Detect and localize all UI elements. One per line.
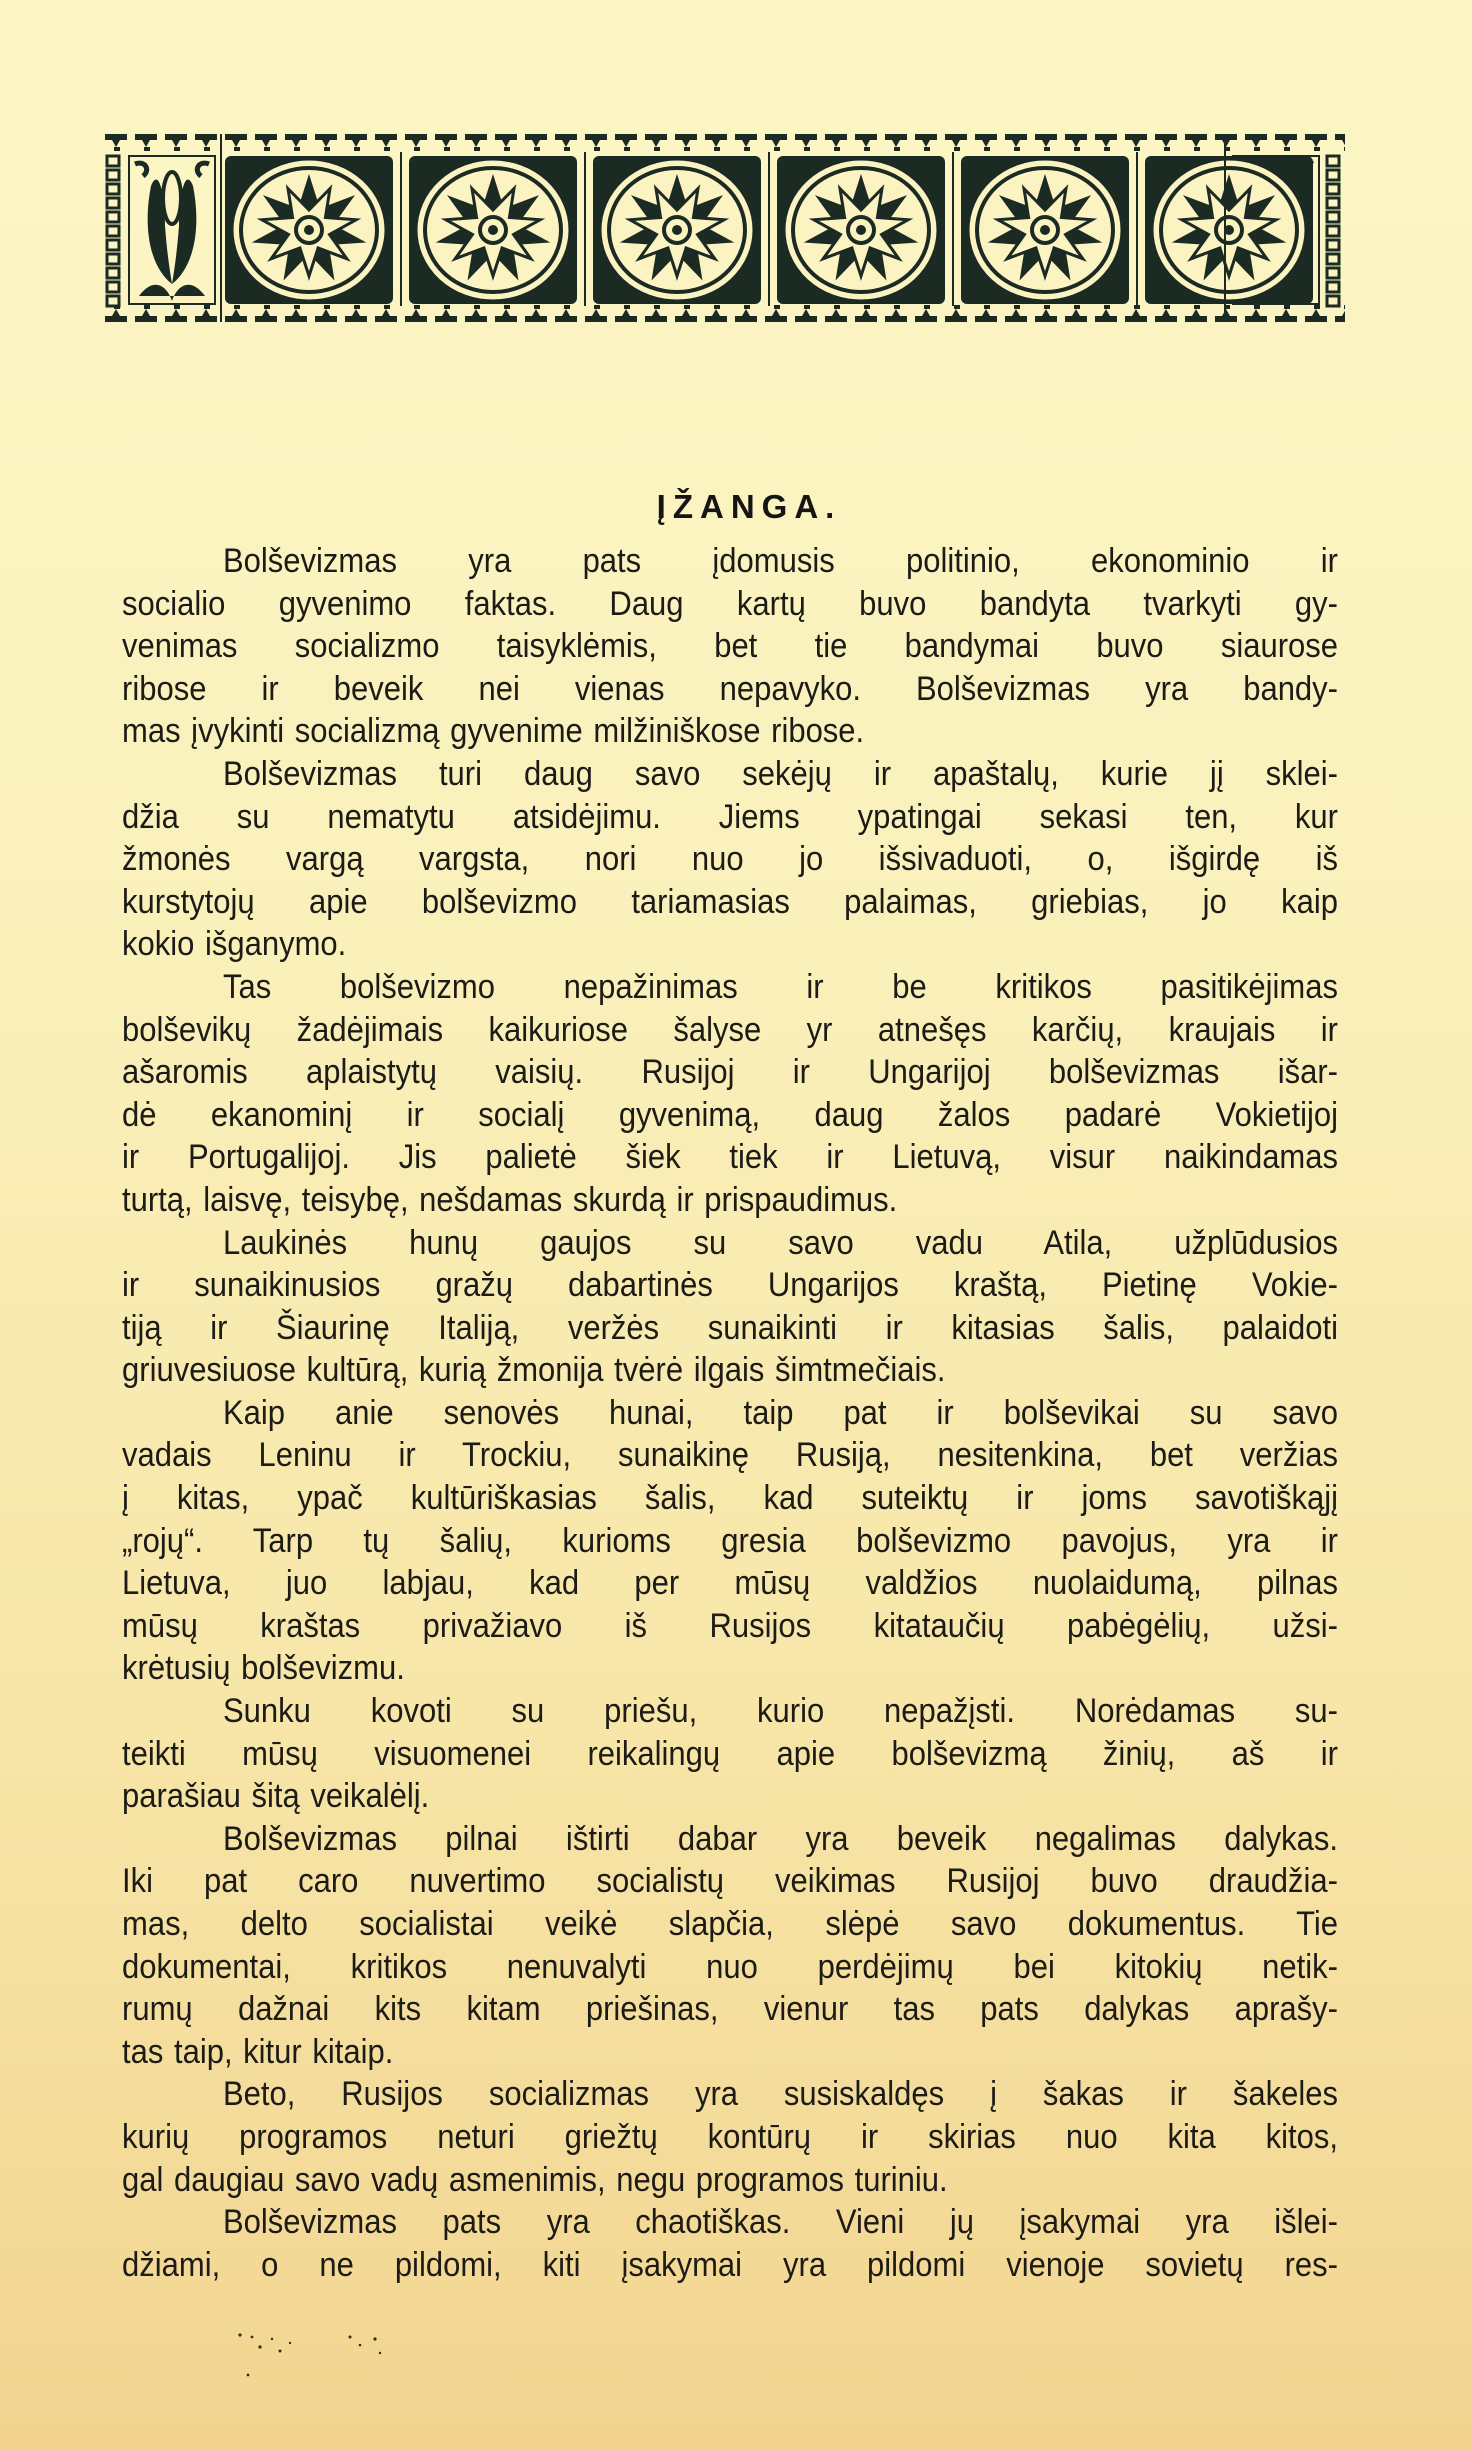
text-line: gal daugiau savo vadų asmenimis, negu programos turiniu. [122, 2159, 948, 2199]
text-line: kurių programos neturi griežtų kontūrų ir skirias nuo kita kitos, [122, 2116, 1338, 2156]
flower-medallion [961, 156, 1129, 304]
text-line: Iki pat caro nuvertimo socialistų veikimas Rusijoj buvo draudžia- [122, 1861, 1338, 1901]
text-line: parašiau šitą veikalėlį. [122, 1776, 430, 1816]
tulip-panel-left [129, 156, 215, 304]
text-line: džia su nematytu atsidėjimu. Jiems ypatingai sekasi ten, kur [122, 796, 1338, 836]
text-line: tas taip, kitur kitaip. [122, 2031, 394, 2071]
text-line: į kitas, ypač kultūriškasias šalis, kad suteiktų ir joms savotiškąjį [122, 1477, 1338, 1518]
text-line: Bolševizmas turi daug savo sekėjų ir apaštalų, kurie jį sklei- [223, 753, 1338, 793]
text-line: socialio gyvenimo faktas. Daug kartų buvo bandyta tvarkyti gy- [122, 583, 1338, 623]
ornament-right-chain [1327, 156, 1339, 306]
text-line: turtą, laisvę, teisybę, nešdamas skurdą ir prispaudimus. [122, 1179, 898, 1219]
ornament-top-band [105, 134, 1345, 151]
flower-medallion [225, 156, 393, 304]
text-line: mas, delto socialistai veikė slapčia, slėpė savo dokumentus. Tie [122, 1903, 1338, 1944]
text-line: Bolševizmas yra pats įdomusis politinio, ekonominio ir [223, 540, 1338, 581]
ornament-left-chain [107, 156, 119, 306]
text-line: Lietuva, juo labjau, kad per mūsų valdžios nuolaidumą, pilnas [122, 1563, 1338, 1603]
flower-medallion [409, 156, 577, 304]
text-line: ir sunaikinusios gražų dabartinės Ungarijos kraštą, Pietinę Vokie- [122, 1264, 1338, 1305]
text-line: džiami, o ne pildomi, kiti įsakymai yra pildomi vienoje sovietų res- [122, 2244, 1338, 2284]
chapter-title: ĮŽANGA. [656, 488, 842, 525]
text-line: kokio išganymo. [122, 924, 347, 964]
text-line: Kaip anie senovės hunai, taip pat ir bolševikai su savo [223, 1392, 1338, 1432]
text-line: krėtusių bolševizmu. [122, 1648, 405, 1688]
text-line: Laukinės hunų gaujos su savo vadu Atila, užplūdusios [223, 1222, 1338, 1262]
text-line: mas įvykinti socializmą gyvenime milžiniškose ribose. [122, 711, 865, 751]
text-line: dė ekanominį ir socialį gyvenimą, daug žalos padarė Vokietijoj [122, 1094, 1338, 1134]
flower-medallion [593, 156, 761, 304]
text-line: teikti mūsų visuomenei reikalingų apie bolševizmą žinių, aš ir [122, 1733, 1338, 1773]
text-line: ribose ir beveik nei vienas nepavyko. Bolševizmas yra bandy- [122, 668, 1338, 708]
text-line: „rojų“. Tarp tų šalių, kurioms gresia bolševizmo pavojus, yra ir [122, 1520, 1338, 1560]
text-line: griuvesiuose kultūrą, kurią žmonija tvėrė ilgais šimtmečiais. [122, 1350, 946, 1390]
text-line: Bolševizmas pats yra chaotiškas. Vieni jų įsakymai yra išlei- [223, 2201, 1338, 2242]
text-line: vadais Leninu ir Trockiu, sunaikinę Rusiją, nesitenkina, bet veržias [122, 1435, 1338, 1475]
paper-specks [230, 2325, 470, 2385]
flower-medallion [777, 156, 945, 304]
text-line: venimas socializmo taisyklėmis, bet tie bandymai buvo siaurose [122, 625, 1338, 666]
text-line: bolševikų žadėjimais kaikuriose šalyse yr atnešęs karčių, kraujais ir [122, 1009, 1338, 1049]
text-line: kurstytojų apie bolševizmo tariamasias palaimas, griebias, jo kaip [122, 881, 1338, 921]
ornament-bottom-band [105, 305, 1345, 322]
decorative-header-ornament [101, 130, 1345, 326]
text-line: Beto, Rusijos socializmas yra susiskaldęs į šakas ir šakeles [223, 2074, 1338, 2114]
body-text [122, 540, 1338, 2286]
text-line: tiją ir Šiaurinę Italiją, veržės sunaikinti ir kitasias šalis, palaidoti [122, 1307, 1338, 1347]
text-line: rumų dažnai kits kitam priešinas, vienur tas pats dalykas aprašy- [122, 1988, 1338, 2029]
text-line: ašaromis aplaistytų vaisių. Rusijoj ir Ungarijoj bolševizmas išar- [122, 1051, 1338, 1092]
flower-medallion [1145, 156, 1313, 304]
text-line: Tas bolševizmo nepažinimas ir be kritikos pasitikėjimas [223, 966, 1338, 1006]
text-line: Sunku kovoti su priešu, kurio nepažįsti. Norėdamas su- [223, 1690, 1338, 1731]
text-line: mūsų kraštas privažiavo iš Rusijos kitataučių pabėgėlių, užsi- [122, 1605, 1338, 1645]
text-line: žmonės vargą vargsta, nori nuo jo išsivaduoti, o, išgirdę iš [122, 838, 1338, 879]
text-line: ir Portugalijoj. Jis palietė šiek tiek ir Lietuvą, visur naikindamas [122, 1137, 1338, 1177]
text-line: Bolševizmas pilnai ištirti dabar yra beveik negalimas dalykas. [223, 1818, 1338, 1858]
text-line: dokumentai, kritikos nenuvalyti nuo perdėjimų bei kitokių netik- [122, 1946, 1338, 1986]
